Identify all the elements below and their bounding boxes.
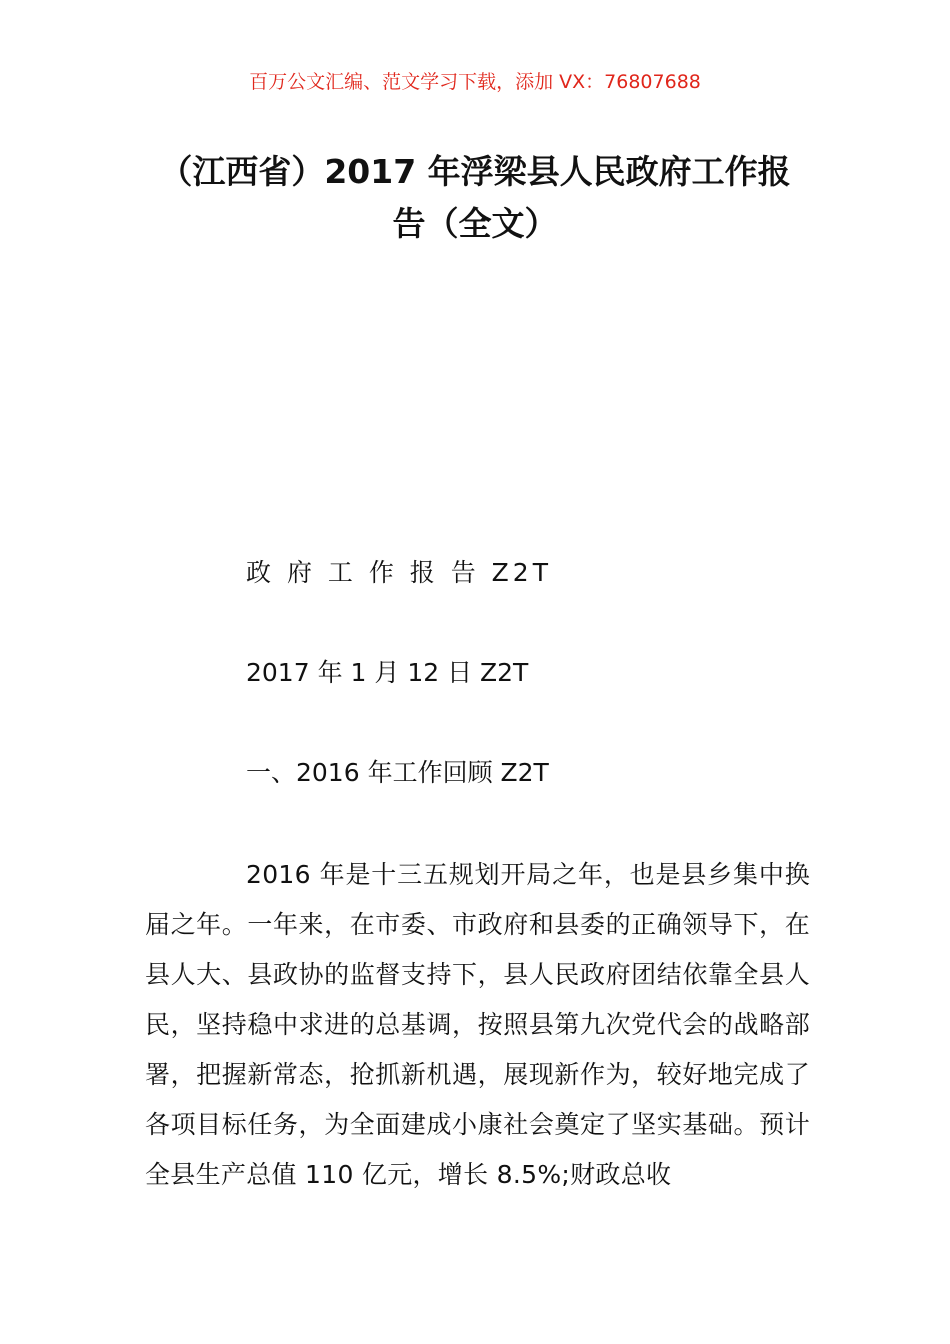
body-paragraph: 2016 年是十三五规划开局之年，也是县乡集中换届之年。一年来，在市委、市政府和县委的正确领导下，在县人大、县政协的监督支持下，县人民政府团结依靠全县人民，坚持稳中求进的总基调，按照县第九次党代会的战略部署，把握新常态，抢抓新机遇，展现新作为，较好地完成了各项目标任务，为全面建成小康社会奠定了坚实基础。预计全县生产总值 110 亿元，增长 8.5%;财政总收 — [145, 860, 810, 1189]
document-title: （江西省）2017 年浮梁县人民政府工作报告（全文） — [159, 152, 791, 243]
report-date: 2017 年 1 月 12 日 Z2T — [246, 658, 529, 687]
section-heading: 一、2016 年工作回顾 Z2T — [246, 758, 549, 787]
report-label: 政 府 工 作 报 告 Z2T — [246, 558, 552, 587]
header-banner: 百万公文汇编、范文学习下载，添加 VX：76807688 — [249, 71, 701, 93]
